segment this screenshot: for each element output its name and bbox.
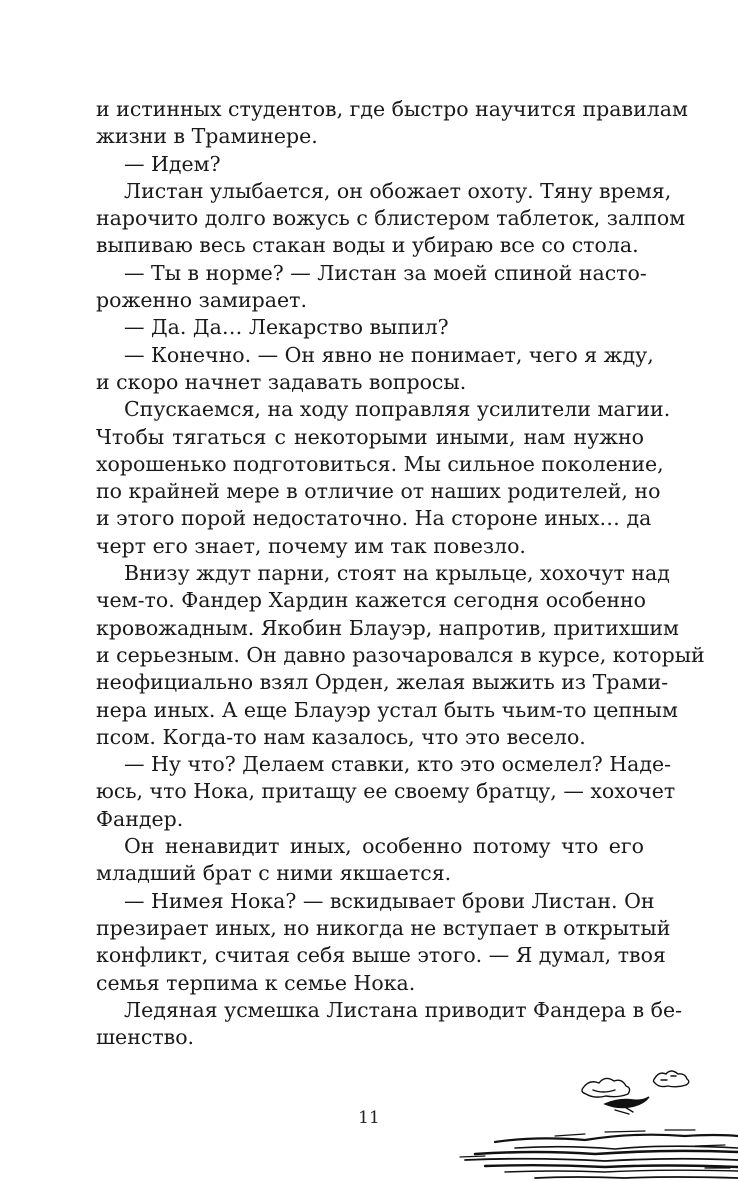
text-line: и этого порой недостаточно. На стороне иных… да bbox=[96, 506, 652, 531]
text-line: выпиваю весь стакан воды и убираю все со стола. bbox=[96, 233, 639, 258]
text-line: конфликт, считая себя выше этого. — Я думал, твоя bbox=[96, 943, 666, 968]
text-line: младший брат с ними якшается. bbox=[96, 861, 452, 886]
text-line: Чтобы тягаться с некоторыми иными, нам нужно bbox=[96, 424, 644, 449]
text-line: Ледяная усмешка Листана приводит Фандера в бе- bbox=[124, 997, 683, 1022]
text-line: черт его знает, почему им так повезло. bbox=[96, 533, 526, 558]
text-line: и серьезным. Он давно разочаровался в курсе, который bbox=[96, 642, 705, 667]
text-line: Спускаемся, на ходу поправляя усилители магии. bbox=[124, 397, 671, 422]
text-line: и истинных студентов, где быстро научится правилам bbox=[96, 97, 688, 121]
body-text bbox=[96, 96, 705, 1051]
text-line: по крайней мере в отличие от наших родителей, но bbox=[96, 479, 661, 504]
text-line: кровожадным. Якобин Блауэр, напротив, притихшим bbox=[96, 615, 679, 640]
text-line: юсь, что Нока, притащу ее своему братцу, — хохочет bbox=[96, 779, 676, 804]
text-line: нарочито долго вожусь с блистером таблеток, залпом bbox=[96, 206, 686, 231]
text-line: и скоро начнет задавать вопросы. bbox=[96, 369, 467, 394]
text-line: неофициально взял Орден, желая выжить из Трами- bbox=[96, 670, 669, 695]
page-number: 11 bbox=[358, 1108, 380, 1128]
text-line: — Да. Да… Лекарство выпил? bbox=[124, 315, 449, 340]
text-line: роженно замирает. bbox=[96, 288, 307, 313]
text-line: — Идем? bbox=[124, 151, 221, 176]
text-line: нера иных. А еще Блауэр устал быть чьим-то цепным bbox=[96, 697, 678, 722]
text-line: жизни в Траминере. bbox=[96, 124, 318, 149]
text-line: — Конечно. — Он явно не понимает, чего я жду, bbox=[124, 342, 654, 367]
text-line: Фандер. bbox=[96, 806, 184, 831]
text-line: хорошенько подготовиться. Мы сильное поколение, bbox=[96, 451, 664, 476]
text-line: псом. Когда-то нам казалось, что это весело. bbox=[96, 724, 586, 749]
landscape-vignette-icon bbox=[455, 1060, 738, 1181]
text-line: Он ненавидит иных, особенно потому что его bbox=[124, 834, 644, 859]
text-line: презирает иных, но никогда не вступает в открытый bbox=[96, 915, 671, 940]
text-line: Внизу ждут парни, стоят на крыльце, хохочут над bbox=[124, 561, 670, 586]
text-line: Листан улыбается, он обожает охоту. Тяну время, bbox=[124, 178, 672, 203]
text-line: чем-то. Фандер Хардин кажется сегодня особенно bbox=[96, 588, 647, 613]
text-line: шенство. bbox=[96, 1025, 195, 1050]
text-line: — Ну что? Делаем ставки, кто это осмелел? Наде- bbox=[124, 752, 672, 777]
text-line: — Нимея Нока? — вскидывает брови Листан. Он bbox=[124, 888, 655, 913]
text-line: — Ты в норме? — Листан за моей спиной насто- bbox=[124, 260, 647, 285]
text-line: семья терпима к семье Нока. bbox=[96, 970, 416, 995]
